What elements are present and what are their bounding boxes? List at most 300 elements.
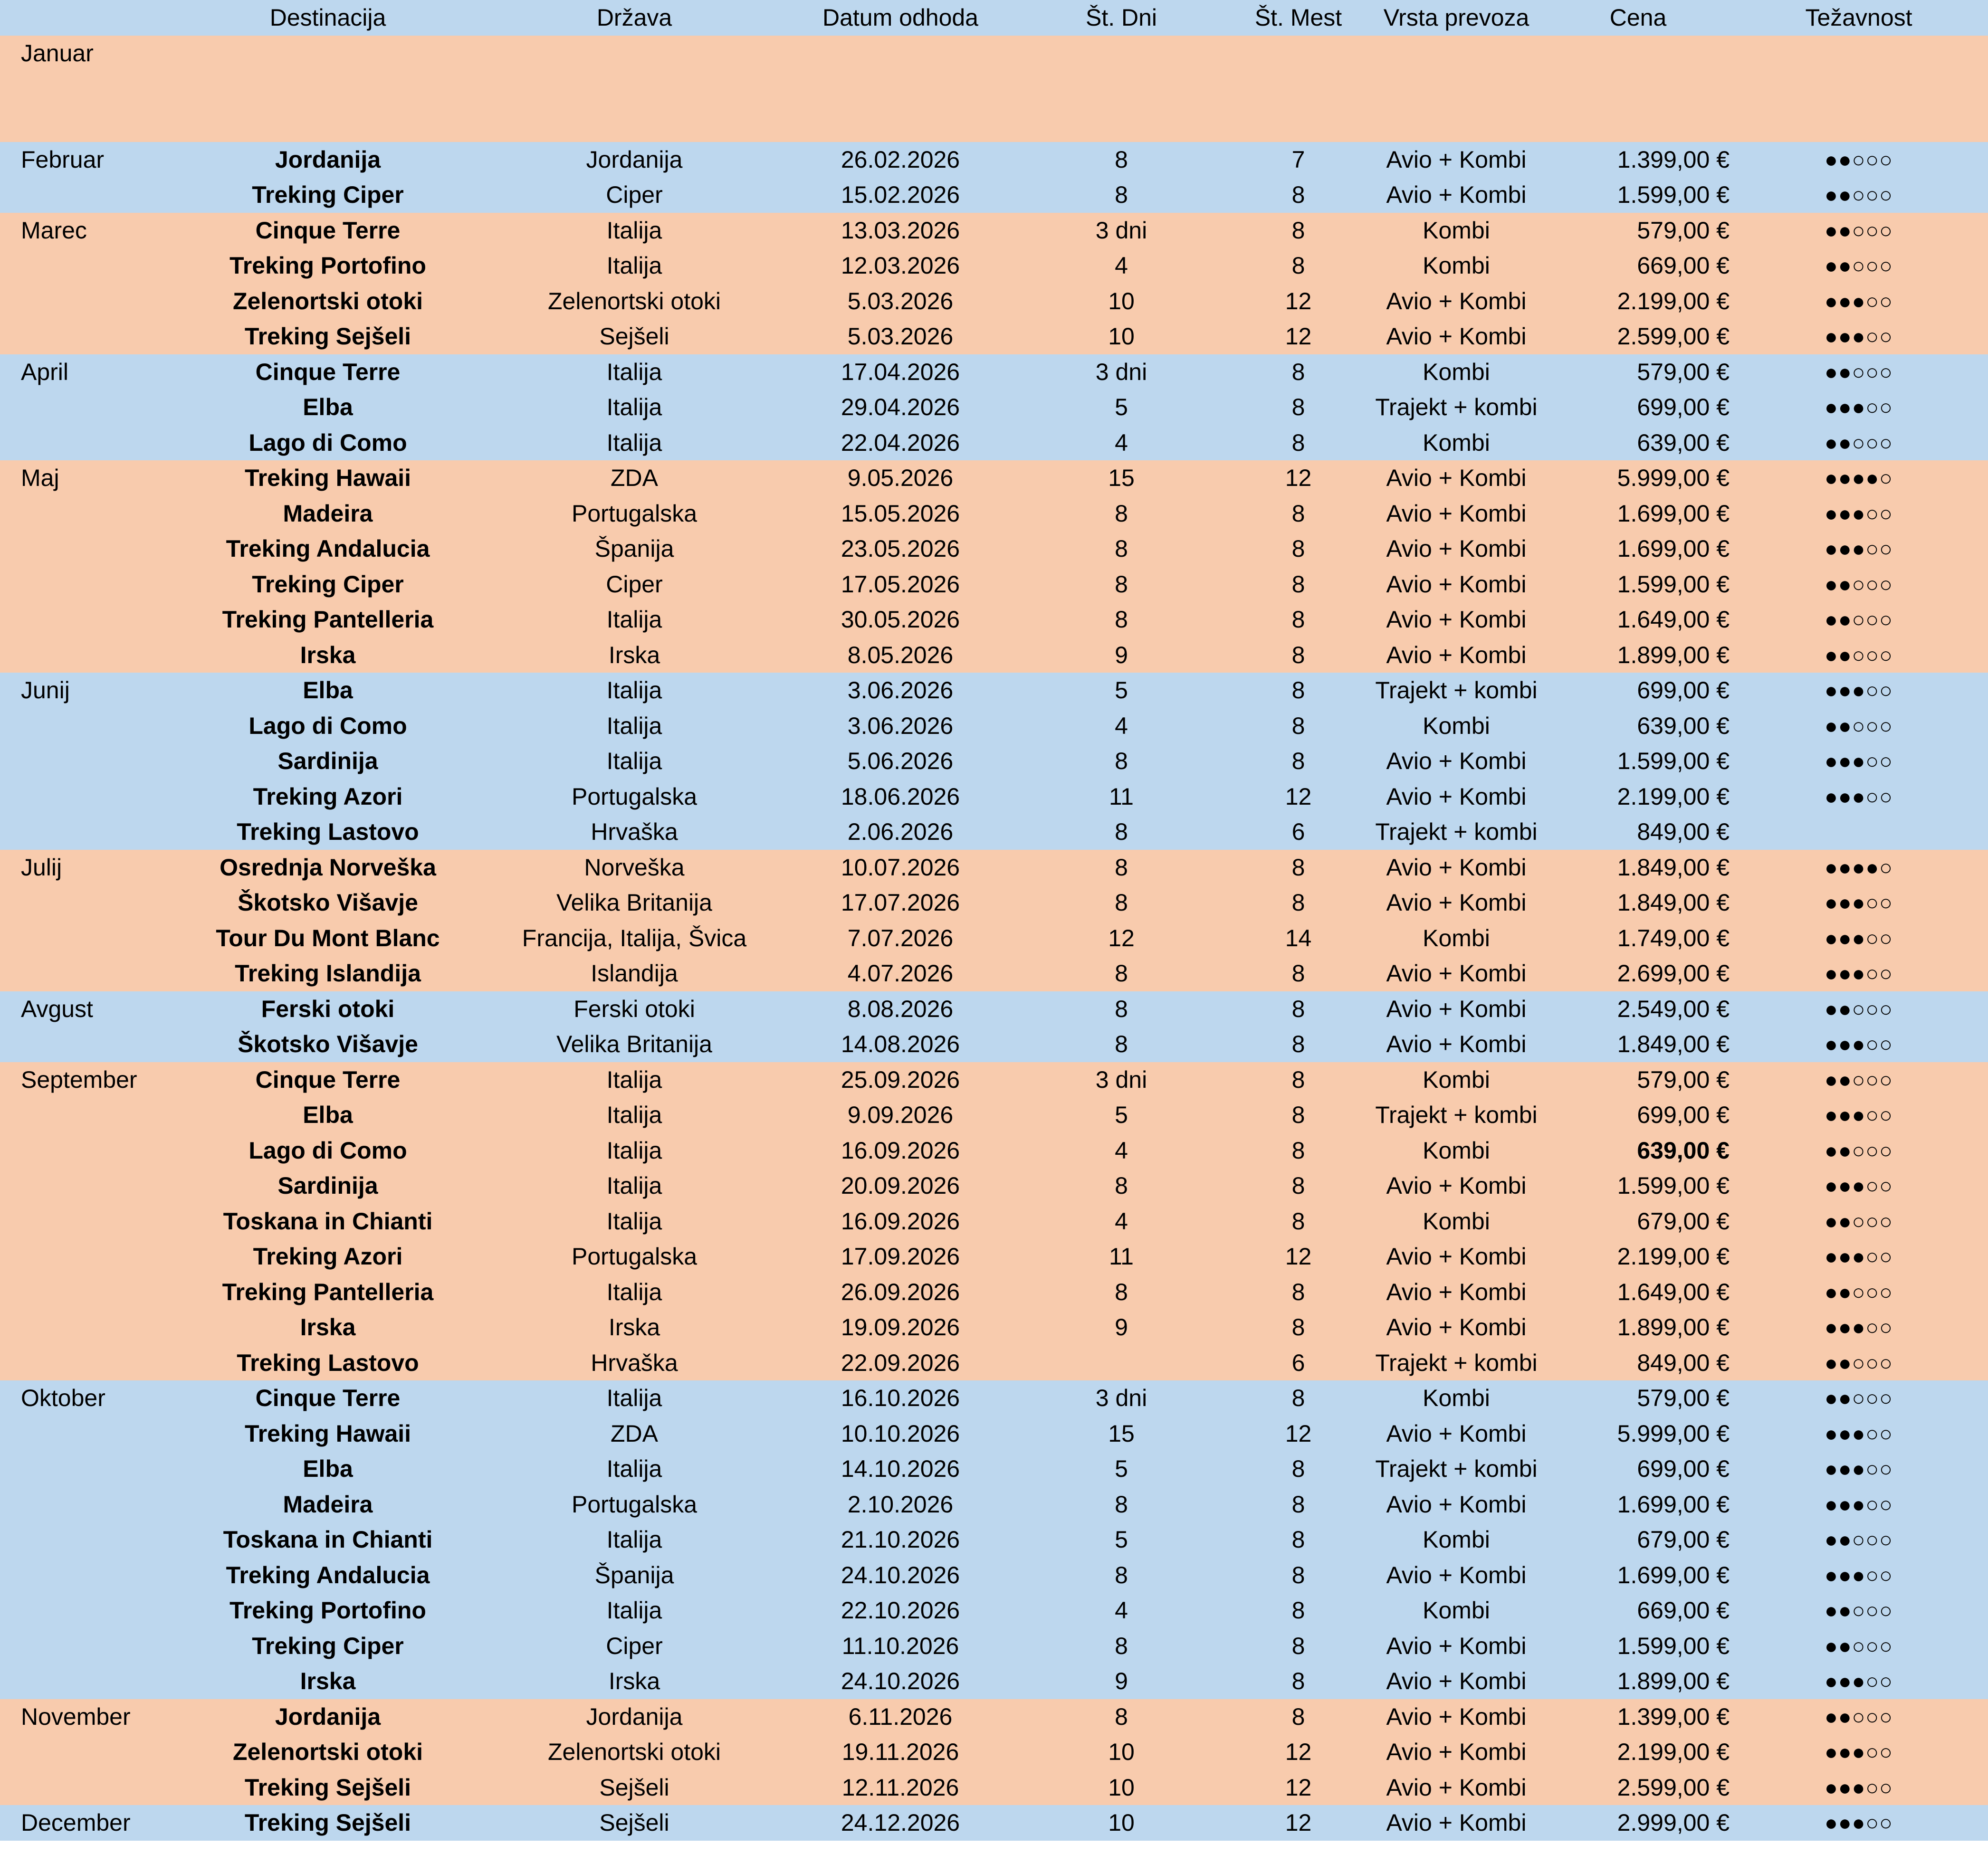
- month-cell-empty: [0, 319, 176, 354]
- departure-date-cell: 11.10.2026: [789, 1628, 1012, 1664]
- departure-date-cell: 22.09.2026: [789, 1345, 1012, 1381]
- country-cell: Sejšeli: [480, 1770, 789, 1806]
- destination-cell: Irska: [176, 1310, 480, 1345]
- table-row: [0, 850, 1988, 885]
- days-cell: 3 dni: [1012, 1380, 1231, 1416]
- table-row: [0, 177, 1988, 213]
- seats-cell: 8: [1231, 1274, 1366, 1310]
- seats-cell: 8: [1231, 177, 1366, 213]
- country-cell: Ciper: [480, 177, 789, 213]
- seats-cell: 8: [1231, 1168, 1366, 1204]
- days-cell: 8: [1012, 885, 1231, 921]
- table-row: [0, 637, 1988, 673]
- difficulty-cell: ●●○○○: [1730, 1522, 1988, 1558]
- table-row: [0, 1805, 1988, 1841]
- table-row: [0, 1345, 1988, 1381]
- departure-date-cell: 16.09.2026: [789, 1133, 1012, 1169]
- price-cell: 2.199,00 €: [1547, 1734, 1730, 1770]
- difficulty-cell: ●●○○○: [1730, 1699, 1988, 1735]
- price-cell: 1.899,00 €: [1547, 1310, 1730, 1345]
- difficulty-cell: ●●●○○: [1730, 1416, 1988, 1452]
- days-cell: 8: [1012, 602, 1231, 637]
- transport-cell: Kombi: [1366, 248, 1547, 284]
- table-row: [0, 885, 1988, 921]
- days-cell: 3 dni: [1012, 354, 1231, 390]
- transport-cell: Avio + Kombi: [1366, 1770, 1547, 1806]
- difficulty-cell: ●●○○○: [1730, 248, 1988, 284]
- seats-cell: 8: [1231, 1380, 1366, 1416]
- table-row: [0, 496, 1988, 532]
- price-cell: 669,00 €: [1547, 248, 1730, 284]
- price-cell: 2.999,00 €: [1547, 1805, 1730, 1841]
- month-cell-empty: [0, 1416, 176, 1452]
- days-cell: 4: [1012, 1133, 1231, 1169]
- column-header-country: Država: [480, 0, 789, 36]
- difficulty-cell: ●●○○○: [1730, 1274, 1988, 1310]
- seats-cell: 8: [1231, 1204, 1366, 1239]
- country-cell: Ciper: [480, 567, 789, 602]
- table-row: [0, 390, 1988, 425]
- destination-cell: Elba: [176, 1451, 480, 1487]
- transport-cell: Kombi: [1366, 1204, 1547, 1239]
- days-cell: 5: [1012, 390, 1231, 425]
- seats-cell: 8: [1231, 1451, 1366, 1487]
- table-row: [0, 1310, 1988, 1345]
- seats-cell: 8: [1231, 1628, 1366, 1664]
- country-cell: Irska: [480, 1310, 789, 1345]
- departure-date-cell: 4.07.2026: [789, 956, 1012, 991]
- transport-cell: Avio + Kombi: [1366, 319, 1547, 354]
- departure-date-cell: 12.03.2026: [789, 248, 1012, 284]
- destination-cell: Madeira: [176, 496, 480, 532]
- country-cell: ZDA: [480, 460, 789, 496]
- destination-cell: Jordanija: [176, 142, 480, 178]
- difficulty-cell: ●●○○○: [1730, 637, 1988, 673]
- seats-cell: 12: [1231, 1416, 1366, 1452]
- destination-cell: Elba: [176, 1097, 480, 1133]
- departure-date-cell: 19.11.2026: [789, 1734, 1012, 1770]
- seats-cell: 8: [1231, 213, 1366, 248]
- table-row: [0, 814, 1988, 850]
- month-cell-empty: [0, 779, 176, 815]
- price-cell: 1.649,00 €: [1547, 1274, 1730, 1310]
- country-cell: Italija: [480, 743, 789, 779]
- destination-cell: Osrednja Norveška: [176, 850, 480, 885]
- table-row: [0, 1168, 1988, 1204]
- departure-date-cell: 26.09.2026: [789, 1274, 1012, 1310]
- days-cell: 8: [1012, 1628, 1231, 1664]
- price-cell: 2.699,00 €: [1547, 956, 1730, 991]
- table-row: [0, 1664, 1988, 1699]
- seats-cell: 12: [1231, 1770, 1366, 1806]
- country-cell: Zelenortski otoki: [480, 1734, 789, 1770]
- destination-cell: Cinque Terre: [176, 354, 480, 390]
- empty-cell: [789, 36, 1012, 142]
- table-row: [0, 1451, 1988, 1487]
- transport-cell: Avio + Kombi: [1366, 1805, 1547, 1841]
- departure-date-cell: 25.09.2026: [789, 1062, 1012, 1098]
- seats-cell: 6: [1231, 814, 1366, 850]
- column-header-price: Cena: [1547, 0, 1730, 36]
- destination-cell: Treking Ciper: [176, 177, 480, 213]
- price-cell: 1.599,00 €: [1547, 567, 1730, 602]
- transport-cell: Avio + Kombi: [1366, 1416, 1547, 1452]
- days-cell: 8: [1012, 956, 1231, 991]
- seats-cell: 8: [1231, 248, 1366, 284]
- month-label: Oktober: [0, 1380, 176, 1416]
- country-cell: Portugalska: [480, 1239, 789, 1274]
- difficulty-cell: ●●○○○: [1730, 177, 1988, 213]
- seats-cell: 8: [1231, 496, 1366, 532]
- transport-cell: Trajekt + kombi: [1366, 1451, 1547, 1487]
- transport-cell: Kombi: [1366, 1062, 1547, 1098]
- transport-cell: Avio + Kombi: [1366, 637, 1547, 673]
- seats-cell: 8: [1231, 885, 1366, 921]
- country-cell: Irska: [480, 637, 789, 673]
- country-cell: ZDA: [480, 1416, 789, 1452]
- price-cell: 1.849,00 €: [1547, 1027, 1730, 1062]
- country-cell: Zelenortski otoki: [480, 284, 789, 319]
- price-cell: 1.849,00 €: [1547, 850, 1730, 885]
- departure-date-cell: 19.09.2026: [789, 1310, 1012, 1345]
- destination-cell: Jordanija: [176, 1699, 480, 1735]
- seats-cell: 8: [1231, 637, 1366, 673]
- month-cell-empty: [0, 637, 176, 673]
- seats-cell: 8: [1231, 1097, 1366, 1133]
- days-cell: 5: [1012, 1451, 1231, 1487]
- country-cell: Italija: [480, 425, 789, 461]
- days-cell: 4: [1012, 248, 1231, 284]
- month-cell-empty: [0, 1204, 176, 1239]
- departure-date-cell: 8.08.2026: [789, 991, 1012, 1027]
- price-cell: 1.599,00 €: [1547, 743, 1730, 779]
- transport-cell: Kombi: [1366, 213, 1547, 248]
- days-cell: 5: [1012, 1097, 1231, 1133]
- seats-cell: 8: [1231, 1133, 1366, 1169]
- month-cell-empty: [0, 602, 176, 637]
- country-cell: Italija: [480, 673, 789, 708]
- month-label: Julij: [0, 850, 176, 885]
- month-cell-empty: [0, 1522, 176, 1558]
- days-cell: 10: [1012, 1770, 1231, 1806]
- departure-date-cell: 2.10.2026: [789, 1487, 1012, 1522]
- table-row: [0, 779, 1988, 815]
- month-cell-empty: [0, 1451, 176, 1487]
- difficulty-cell: ●●○○○: [1730, 354, 1988, 390]
- country-cell: Italija: [480, 1274, 789, 1310]
- transport-cell: Trajekt + kombi: [1366, 814, 1547, 850]
- destination-cell: Treking Azori: [176, 779, 480, 815]
- transport-cell: Avio + Kombi: [1366, 1558, 1547, 1593]
- country-cell: Portugalska: [480, 496, 789, 532]
- country-cell: Jordanija: [480, 1699, 789, 1735]
- difficulty-cell: ●●○○○: [1730, 708, 1988, 744]
- transport-cell: Trajekt + kombi: [1366, 390, 1547, 425]
- country-cell: Sejšeli: [480, 1805, 789, 1841]
- country-cell: Irska: [480, 1664, 789, 1699]
- table-row: [0, 213, 1988, 248]
- price-cell: 639,00 €: [1547, 708, 1730, 744]
- destination-cell: Sardinija: [176, 743, 480, 779]
- days-cell: 9: [1012, 1310, 1231, 1345]
- departure-date-cell: 23.05.2026: [789, 531, 1012, 567]
- price-cell: 1.649,00 €: [1547, 602, 1730, 637]
- departure-date-cell: 8.05.2026: [789, 637, 1012, 673]
- table-row: [0, 248, 1988, 284]
- country-cell: Jordanija: [480, 142, 789, 178]
- price-cell: 1.699,00 €: [1547, 531, 1730, 567]
- month-cell-empty: [0, 1239, 176, 1274]
- seats-cell: 8: [1231, 602, 1366, 637]
- price-cell: 699,00 €: [1547, 1097, 1730, 1133]
- transport-cell: Avio + Kombi: [1366, 284, 1547, 319]
- difficulty-cell: ●●●○○: [1730, 284, 1988, 319]
- table-row: [0, 1097, 1988, 1133]
- country-cell: Italija: [480, 1204, 789, 1239]
- seats-cell: 8: [1231, 956, 1366, 991]
- days-cell: 8: [1012, 177, 1231, 213]
- seats-cell: 8: [1231, 1593, 1366, 1628]
- departure-date-cell: 9.09.2026: [789, 1097, 1012, 1133]
- difficulty-cell: ●●○○○: [1730, 602, 1988, 637]
- price-cell: 1.899,00 €: [1547, 637, 1730, 673]
- month-cell-empty: [0, 425, 176, 461]
- destination-cell: Elba: [176, 390, 480, 425]
- country-cell: Španija: [480, 1558, 789, 1593]
- table-row: [0, 673, 1988, 708]
- departure-date-cell: 24.12.2026: [789, 1805, 1012, 1841]
- price-cell: 639,00 €: [1547, 1133, 1730, 1169]
- departure-date-cell: 5.06.2026: [789, 743, 1012, 779]
- seats-cell: 8: [1231, 743, 1366, 779]
- seats-cell: 12: [1231, 1239, 1366, 1274]
- days-cell: 8: [1012, 814, 1231, 850]
- difficulty-cell: ●●●○○: [1730, 779, 1988, 815]
- country-cell: Hrvaška: [480, 1345, 789, 1381]
- price-cell: 639,00 €: [1547, 425, 1730, 461]
- destination-cell: Lago di Como: [176, 1133, 480, 1169]
- column-header-difficulty: Težavnost: [1730, 0, 1988, 36]
- table-row: [0, 991, 1988, 1027]
- seats-cell: 12: [1231, 460, 1366, 496]
- destination-cell: Toskana in Chianti: [176, 1522, 480, 1558]
- transport-cell: Avio + Kombi: [1366, 1310, 1547, 1345]
- days-cell: 9: [1012, 637, 1231, 673]
- month-cell-empty: [0, 1664, 176, 1699]
- month-cell-empty: [0, 531, 176, 567]
- month-cell-empty: [0, 708, 176, 744]
- table-row: [0, 354, 1988, 390]
- difficulty-cell: ●●●○○: [1730, 1805, 1988, 1841]
- destination-cell: Treking Pantelleria: [176, 602, 480, 637]
- price-cell: 1.599,00 €: [1547, 177, 1730, 213]
- transport-cell: Avio + Kombi: [1366, 1168, 1547, 1204]
- destination-cell: Cinque Terre: [176, 213, 480, 248]
- difficulty-cell: ●●○○○: [1730, 1380, 1988, 1416]
- empty-cell: [1012, 36, 1231, 142]
- table-row: [0, 460, 1988, 496]
- destination-cell: Treking Lastovo: [176, 1345, 480, 1381]
- seats-cell: 8: [1231, 673, 1366, 708]
- price-cell: 2.199,00 €: [1547, 284, 1730, 319]
- difficulty-cell: ●●●○○: [1730, 1097, 1988, 1133]
- seats-cell: 8: [1231, 390, 1366, 425]
- destination-cell: Irska: [176, 1664, 480, 1699]
- difficulty-cell: [1730, 814, 1988, 850]
- price-cell: 699,00 €: [1547, 390, 1730, 425]
- difficulty-cell: ●●○○○: [1730, 1204, 1988, 1239]
- table-row: [0, 1770, 1988, 1806]
- days-cell: 11: [1012, 779, 1231, 815]
- departure-date-cell: 15.02.2026: [789, 177, 1012, 213]
- seats-cell: 12: [1231, 284, 1366, 319]
- price-cell: 1.749,00 €: [1547, 921, 1730, 956]
- transport-cell: Avio + Kombi: [1366, 567, 1547, 602]
- departure-date-cell: 20.09.2026: [789, 1168, 1012, 1204]
- departure-date-cell: 17.09.2026: [789, 1239, 1012, 1274]
- departure-date-cell: 24.10.2026: [789, 1664, 1012, 1699]
- column-header-month: [0, 0, 176, 36]
- transport-cell: Avio + Kombi: [1366, 1274, 1547, 1310]
- destination-cell: Cinque Terre: [176, 1380, 480, 1416]
- departure-date-cell: 21.10.2026: [789, 1522, 1012, 1558]
- transport-cell: Avio + Kombi: [1366, 1734, 1547, 1770]
- price-cell: 849,00 €: [1547, 1345, 1730, 1381]
- seats-cell: 8: [1231, 354, 1366, 390]
- departure-date-cell: 29.04.2026: [789, 390, 1012, 425]
- table-row: [0, 1204, 1988, 1239]
- destination-cell: Škotsko Višavje: [176, 885, 480, 921]
- country-cell: Italija: [480, 602, 789, 637]
- country-cell: Italija: [480, 213, 789, 248]
- seats-cell: 8: [1231, 567, 1366, 602]
- month-cell-empty: [0, 814, 176, 850]
- transport-cell: Avio + Kombi: [1366, 496, 1547, 532]
- month-cell-empty: [0, 284, 176, 319]
- price-cell: 679,00 €: [1547, 1522, 1730, 1558]
- column-header-departure-date: Datum odhoda: [789, 0, 1012, 36]
- days-cell: 8: [1012, 991, 1231, 1027]
- seats-cell: 8: [1231, 991, 1366, 1027]
- departure-date-cell: 2.06.2026: [789, 814, 1012, 850]
- price-cell: 1.699,00 €: [1547, 496, 1730, 532]
- destination-cell: Lago di Como: [176, 708, 480, 744]
- days-cell: 5: [1012, 673, 1231, 708]
- empty-cell: [1730, 36, 1988, 142]
- days-cell: 8: [1012, 1027, 1231, 1062]
- transport-cell: Avio + Kombi: [1366, 1027, 1547, 1062]
- days-cell: 8: [1012, 496, 1231, 532]
- destination-cell: Treking Andalucia: [176, 1558, 480, 1593]
- departure-date-cell: 5.03.2026: [789, 319, 1012, 354]
- table-row: [0, 1027, 1988, 1062]
- destination-cell: Treking Sejšeli: [176, 1770, 480, 1806]
- days-cell: 10: [1012, 319, 1231, 354]
- transport-cell: Trajekt + kombi: [1366, 1345, 1547, 1381]
- column-header-days: Št. Dni: [1012, 0, 1231, 36]
- difficulty-cell: ●●●○○: [1730, 1451, 1988, 1487]
- departure-date-cell: 30.05.2026: [789, 602, 1012, 637]
- month-cell-empty: [0, 567, 176, 602]
- departure-date-cell: 13.03.2026: [789, 213, 1012, 248]
- days-cell: 9: [1012, 1664, 1231, 1699]
- month-cell-empty: [0, 1628, 176, 1664]
- table-row: [0, 1062, 1988, 1098]
- difficulty-cell: ●●●●○: [1730, 850, 1988, 885]
- country-cell: Italija: [480, 1522, 789, 1558]
- departure-date-cell: 17.07.2026: [789, 885, 1012, 921]
- country-cell: Norveška: [480, 850, 789, 885]
- month-label: Januar: [0, 36, 176, 142]
- price-cell: 699,00 €: [1547, 1451, 1730, 1487]
- destination-cell: Madeira: [176, 1487, 480, 1522]
- departure-date-cell: 6.11.2026: [789, 1699, 1012, 1735]
- country-cell: Velika Britanija: [480, 885, 789, 921]
- transport-cell: Avio + Kombi: [1366, 1487, 1547, 1522]
- difficulty-cell: ●●○○○: [1730, 567, 1988, 602]
- price-cell: 579,00 €: [1547, 1062, 1730, 1098]
- price-cell: 1.699,00 €: [1547, 1558, 1730, 1593]
- destination-cell: Treking Sejšeli: [176, 319, 480, 354]
- difficulty-cell: ●●●○○: [1730, 1487, 1988, 1522]
- table-row: [0, 425, 1988, 461]
- empty-cell: [1231, 36, 1366, 142]
- seats-cell: 8: [1231, 1699, 1366, 1735]
- difficulty-cell: ●●●○○: [1730, 390, 1988, 425]
- month-cell-empty: [0, 248, 176, 284]
- difficulty-cell: ●●●○○: [1730, 1168, 1988, 1204]
- difficulty-cell: ●●○○○: [1730, 1593, 1988, 1628]
- days-cell: 15: [1012, 460, 1231, 496]
- transport-cell: Kombi: [1366, 1593, 1547, 1628]
- country-cell: Italija: [480, 1097, 789, 1133]
- price-cell: 579,00 €: [1547, 213, 1730, 248]
- month-cell-empty: [0, 743, 176, 779]
- destination-cell: Sardinija: [176, 1168, 480, 1204]
- days-cell: 8: [1012, 1699, 1231, 1735]
- destination-cell: Treking Lastovo: [176, 814, 480, 850]
- difficulty-cell: ●●●○○: [1730, 1310, 1988, 1345]
- month-cell-empty: [0, 496, 176, 532]
- price-cell: 579,00 €: [1547, 1380, 1730, 1416]
- days-cell: 8: [1012, 567, 1231, 602]
- days-cell: 3 dni: [1012, 213, 1231, 248]
- transport-cell: Avio + Kombi: [1366, 779, 1547, 815]
- destination-cell: Cinque Terre: [176, 1062, 480, 1098]
- column-header-seats: Št. Mest: [1231, 0, 1366, 36]
- days-cell: 10: [1012, 1734, 1231, 1770]
- country-cell: Italija: [480, 1168, 789, 1204]
- country-cell: Portugalska: [480, 1487, 789, 1522]
- days-cell: 8: [1012, 531, 1231, 567]
- departure-date-cell: 5.03.2026: [789, 284, 1012, 319]
- seats-cell: 8: [1231, 708, 1366, 744]
- destination-cell: Lago di Como: [176, 425, 480, 461]
- destination-cell: Irska: [176, 637, 480, 673]
- destination-cell: Treking Portofino: [176, 248, 480, 284]
- price-cell: 2.599,00 €: [1547, 319, 1730, 354]
- departure-date-cell: 3.06.2026: [789, 673, 1012, 708]
- days-cell: 4: [1012, 1204, 1231, 1239]
- destination-cell: Treking Portofino: [176, 1593, 480, 1628]
- seats-cell: 12: [1231, 779, 1366, 815]
- seats-cell: 14: [1231, 921, 1366, 956]
- seats-cell: 8: [1231, 850, 1366, 885]
- destination-cell: Zelenortski otoki: [176, 284, 480, 319]
- difficulty-cell: ●●●○○: [1730, 1770, 1988, 1806]
- table-row: [0, 708, 1988, 744]
- days-cell: 3 dni: [1012, 1062, 1231, 1098]
